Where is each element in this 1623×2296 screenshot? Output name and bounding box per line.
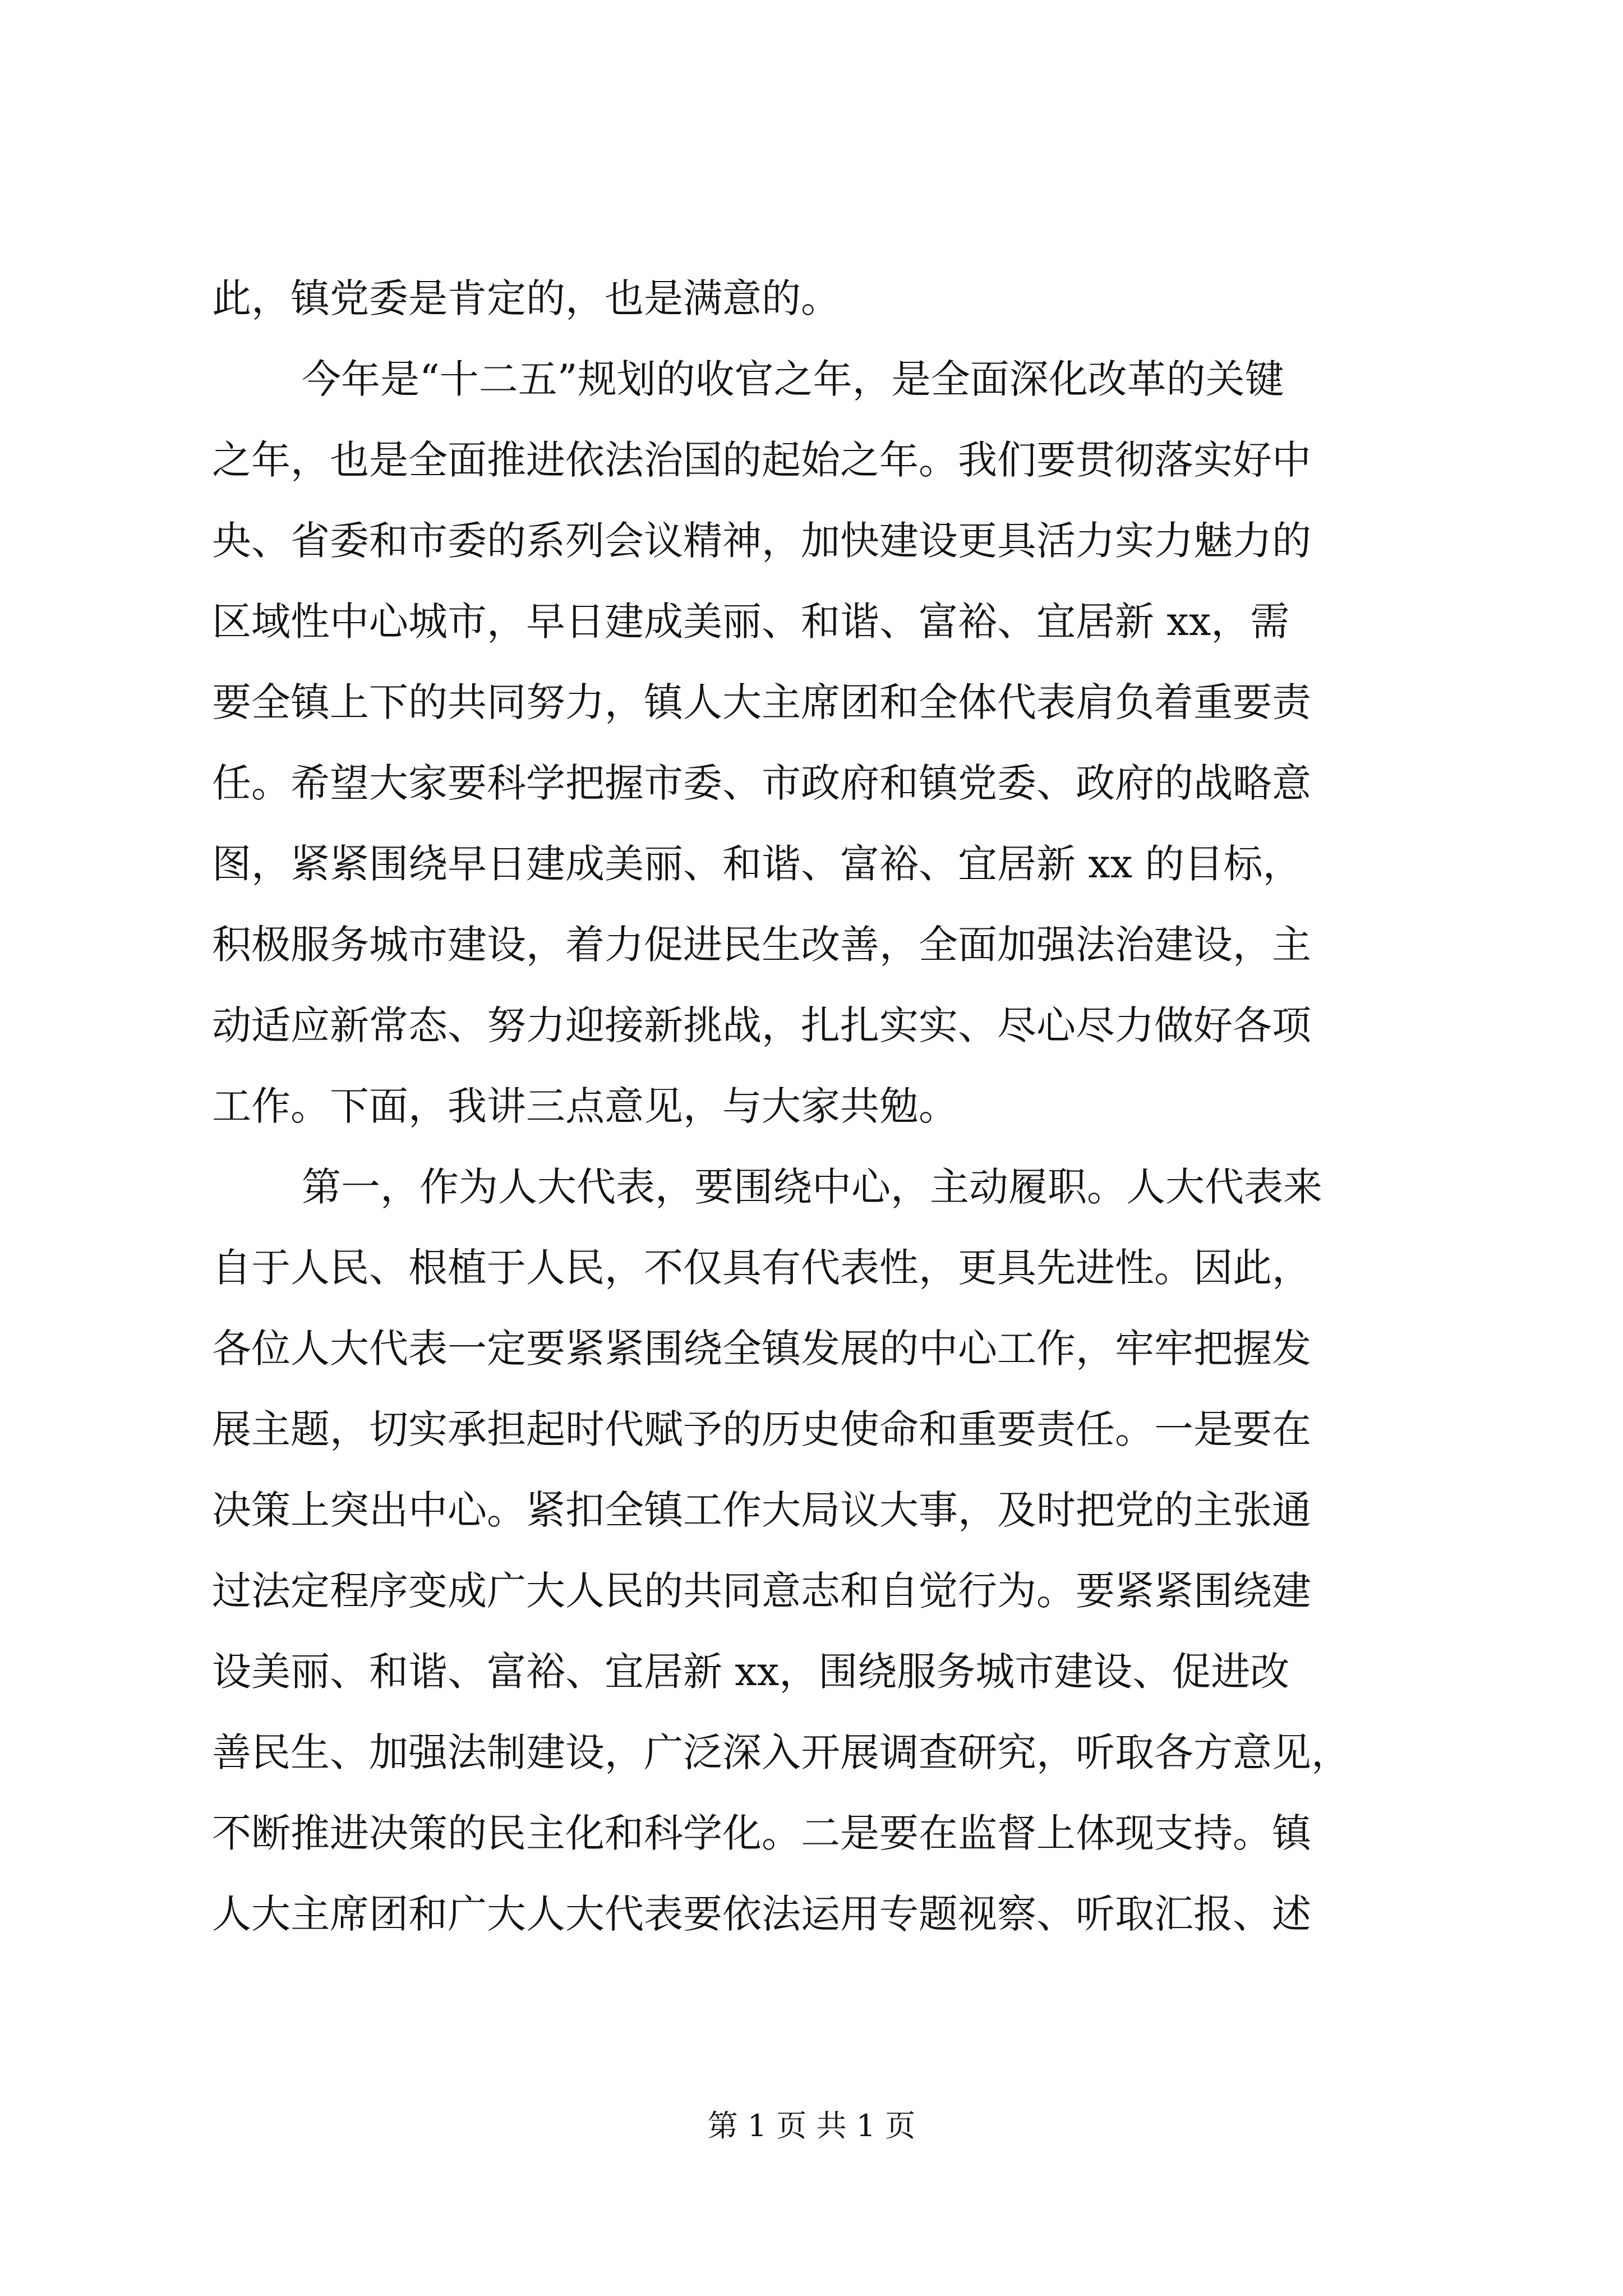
paragraph-first-line: 第一，作为人大代表，要围绕中心，主动履职。人大代表来: [302, 1164, 1322, 1210]
paragraph-first-line: 今年是“十二五”规划的收官之年，是全面深化改革的关键: [302, 356, 1284, 402]
page-number: 第 1 页 共 1 页: [707, 2108, 916, 2143]
text-line: 自于人民、根植于人民，不仅具有代表性，更具先进性。因此，: [212, 1245, 1311, 1291]
text-line: 过法定程序变成广大人民的共同意志和自觉行为。要紧紧围绕建: [212, 1568, 1311, 1614]
document-body: [212, 258, 1412, 1954]
text-line: 任。希望大家要科学把握市委、市政府和镇党委、政府的战略意: [212, 760, 1311, 806]
text-line: 展主题，切实承担起时代赋予的历史使命和重要责任。一是要在: [212, 1406, 1311, 1452]
text-line: 要全镇上下的共同努力，镇人大主席团和全体代表肩负着重要责: [212, 679, 1311, 725]
page-footer: [0, 2106, 1623, 2146]
text-line: 之年，也是全面推进依法治国的起始之年。我们要贯彻落实好中: [212, 437, 1311, 483]
text-line: 积极服务城市建设，着力促进民生改善，全面加强法治建设，主: [212, 922, 1311, 968]
text-line: 各位人大代表一定要紧紧围绕全镇发展的中心工作，牢牢把握发: [212, 1326, 1311, 1372]
text-line: 此，镇党委是肯定的，也是满意的。: [212, 275, 840, 321]
text-line: 设美丽、和谐、富裕、宜居新 xx，围绕服务城市建设、促进改: [212, 1649, 1290, 1695]
text-line: 不断推进决策的民主化和科学化。二是要在监督上体现支持。镇: [212, 1810, 1311, 1856]
text-line: 央、省委和市委的系列会议精神，加快建设更具活力实力魅力的: [212, 518, 1311, 564]
text-line: 图，紧紧围绕早日建成美丽、和谐、富裕、宜居新 xx 的目标，: [212, 841, 1302, 887]
text-line: 工作。下面，我讲三点意见，与大家共勉。: [212, 1083, 958, 1129]
text-line: 决策上突出中心。紧扣全镇工作大局议大事，及时把党的主张通: [212, 1487, 1311, 1533]
text-line: 善民生、加强法制建设，广泛深入开展调查研究，听取各方意见，: [212, 1729, 1350, 1775]
text-line: 动适应新常态、努力迎接新挑战，扎扎实实、尽心尽力做好各项: [212, 1002, 1311, 1048]
text-line: 人大主席团和广大人大代表要依法运用专题视察、听取汇报、述: [212, 1891, 1311, 1937]
text-line: 区域性中心城市，早日建成美丽、和谐、富裕、宜居新 xx，需: [212, 599, 1290, 645]
